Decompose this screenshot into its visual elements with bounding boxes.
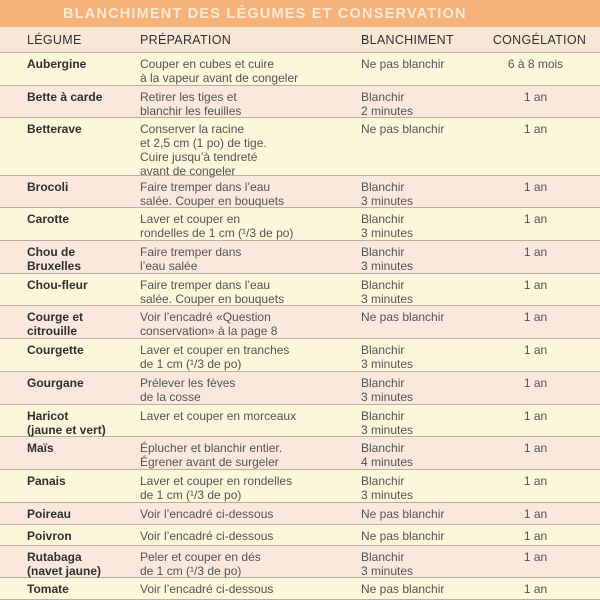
cell-congelation: 1 an [523, 343, 548, 357]
cell-congelation: 1 an [523, 376, 548, 390]
cell-legume: Brocoli [27, 180, 69, 194]
cell-preparation: Peler et couper en dés de 1 cm (¹/3 de po) [140, 550, 261, 578]
table-row [0, 372, 600, 405]
table-row [0, 546, 600, 578]
table-row [0, 578, 600, 600]
table-row [0, 53, 600, 86]
table-row [0, 437, 600, 470]
cell-blanchiment: Blanchir 4 minutes [361, 441, 414, 469]
table-body [0, 53, 600, 600]
table-header [0, 27, 600, 53]
cell-blanchiment: Blanchir 3 minutes [361, 376, 414, 404]
cell-blanchiment: Blanchir 3 minutes [361, 474, 414, 502]
table-row [0, 241, 600, 274]
cell-blanchiment: Ne pas blanchir [361, 57, 445, 71]
cell-blanchiment: Blanchir 3 minutes [361, 212, 414, 240]
cell-legume: Poivron [27, 529, 72, 543]
cell-blanchiment: Blanchir 3 minutes [361, 278, 414, 306]
cell-preparation: Voir l’encadré ci-dessous [140, 529, 274, 543]
table-row [0, 274, 600, 306]
cell-legume: Poireau [27, 507, 72, 521]
cell-congelation: 1 an [523, 529, 548, 543]
cell-blanchiment: Ne pas blanchir [361, 122, 445, 136]
cell-congelation: 1 an [523, 310, 548, 324]
cell-legume: Tomate [27, 582, 69, 596]
cell-legume: Betterave [27, 122, 82, 136]
cell-blanchiment: Ne pas blanchir [361, 529, 445, 543]
cell-legume: Aubergine [27, 57, 87, 71]
cell-legume: Haricot (jaune et vert) [27, 409, 106, 437]
cell-legume: Chou-fleur [27, 278, 88, 292]
cell-preparation: Laver et couper en rondelles de 1 cm (¹/3 de po) [140, 212, 294, 240]
cell-preparation: Laver et couper en tranches de 1 cm (¹/3 de po) [140, 343, 290, 371]
cell-blanchiment: Blanchir 3 minutes [361, 409, 414, 437]
cell-blanchiment: Blanchir 2 minutes [361, 90, 414, 118]
cell-blanchiment: Ne pas blanchir [361, 582, 445, 596]
table-row [0, 339, 600, 372]
cell-blanchiment: Blanchir 3 minutes [361, 343, 414, 371]
cell-preparation: Faire tremper dans l’eau salée. Couper en bouquets [140, 278, 285, 306]
cell-preparation: Faire tremper dans l’eau salée [140, 245, 242, 273]
table-row [0, 176, 600, 208]
cell-congelation: 1 an [523, 550, 548, 564]
cell-congelation: 1 an [523, 245, 548, 259]
cell-preparation: Prélever les fèves de la cosse [140, 376, 236, 404]
header-legume: LÉGUME [27, 33, 82, 47]
cell-preparation: Éplucher et blanchir entier. Égrener avant de surgeler [140, 441, 283, 469]
table-row [0, 208, 600, 241]
table-row [0, 470, 600, 503]
cell-blanchiment: Ne pas blanchir [361, 310, 445, 324]
table-row [0, 503, 600, 525]
table-row [0, 306, 600, 339]
cell-blanchiment: Blanchir 3 minutes [361, 245, 414, 273]
cell-preparation: Couper en cubes et cuire à la vapeur avant de congeler [140, 57, 299, 85]
table-row [0, 118, 600, 176]
cell-legume: Maïs [27, 441, 54, 455]
header-congelation: CONGÉLATION [492, 33, 587, 47]
table-row [0, 405, 600, 437]
cell-preparation: Laver et couper en rondelles de 1 cm (¹/3 de po) [140, 474, 293, 502]
cell-legume: Courge et citrouille [27, 310, 84, 338]
cell-congelation: 1 an [523, 582, 548, 596]
cell-legume: Rutabaga (navet jaune) [27, 550, 102, 578]
cell-congelation: 1 an [523, 409, 548, 423]
cell-legume: Panais [27, 474, 66, 488]
cell-preparation: Laver et couper en morceaux [140, 409, 297, 423]
cell-legume: Bette à carde [27, 90, 103, 104]
cell-congelation: 1 an [523, 90, 548, 104]
cell-preparation: Faire tremper dans l’eau salée. Couper en bouquets [140, 180, 285, 208]
cell-congelation: 1 an [523, 180, 548, 194]
cell-preparation: Retirer les tiges et blanchir les feuilles [140, 90, 242, 118]
table-row [0, 525, 600, 546]
cell-blanchiment: Blanchir 3 minutes [361, 180, 414, 208]
cell-blanchiment: Ne pas blanchir [361, 507, 445, 521]
cell-congelation: 1 an [523, 474, 548, 488]
cell-legume: Courgette [27, 343, 84, 357]
header-blanchiment: BLANCHIMENT [361, 33, 454, 47]
cell-congelation: 1 an [523, 441, 548, 455]
cell-legume: Gourgane [27, 376, 84, 390]
cell-congelation: 1 an [523, 278, 548, 292]
table-row [0, 86, 600, 118]
table-title: BLANCHIMENT DES LÉGUMES ET CONSERVATION [0, 0, 600, 27]
cell-preparation: Voir l’encadré ci-dessous [140, 582, 274, 596]
cell-preparation: Conserver la racine et 2,5 cm (1 po) de tige. Cuire jusqu’à tendreté avant de congeler [140, 122, 267, 178]
cell-congelation: 1 an [523, 212, 548, 226]
cell-preparation: Voir l’encadré ci-dessous [140, 507, 274, 521]
cell-legume: Chou de Bruxelles [27, 245, 82, 273]
cell-preparation: Voir l’encadré «Question conservation» à la page 8 [140, 310, 278, 338]
cell-legume: Carotte [27, 212, 70, 226]
cell-congelation: 1 an [523, 122, 548, 136]
cell-congelation: 6 à 8 mois [507, 57, 564, 71]
cell-congelation: 1 an [523, 507, 548, 521]
header-preparation: PRÉPARATION [140, 33, 232, 47]
cell-blanchiment: Blanchir 3 minutes [361, 550, 414, 578]
